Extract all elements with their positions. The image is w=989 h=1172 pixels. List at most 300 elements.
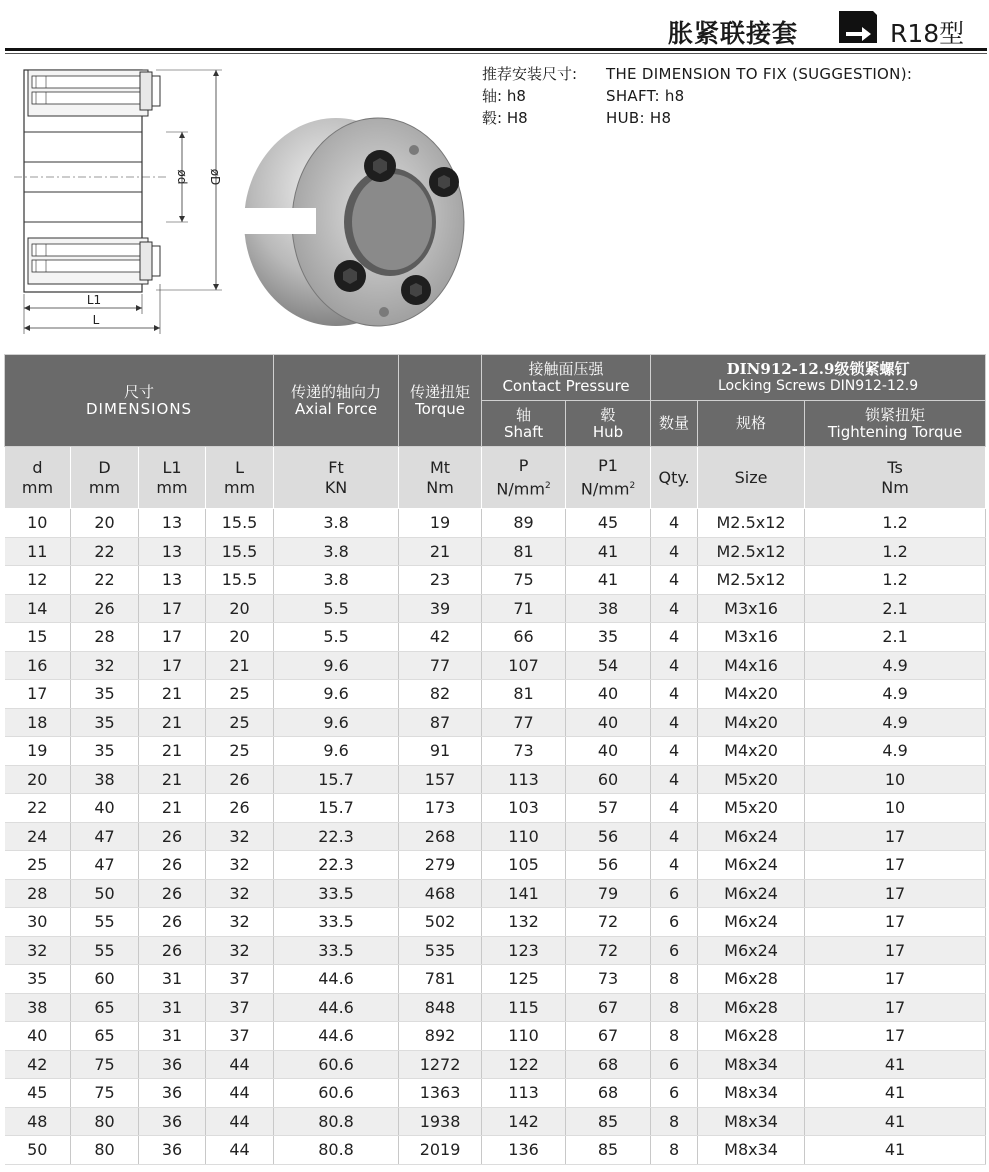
cell-P1: 56 — [566, 851, 651, 880]
cell-qty: 4 — [651, 623, 698, 652]
cell-Ft: 3.8 — [274, 537, 399, 566]
table-row — [5, 993, 986, 1022]
cell-Mt: 1363 — [399, 1079, 482, 1108]
cell-P1: 72 — [566, 936, 651, 965]
cell-L1: 17 — [139, 623, 206, 652]
cell-L1: 13 — [139, 566, 206, 595]
cell-Ft: 9.6 — [274, 651, 399, 680]
cell-P1: 57 — [566, 794, 651, 823]
subheader-L1: L1 mm — [139, 447, 206, 509]
cell-Ft: 60.6 — [274, 1050, 399, 1079]
table-body — [5, 509, 986, 1165]
cell-L: 15.5 — [206, 537, 274, 566]
cell-D: 47 — [71, 822, 139, 851]
cell-size: M6x28 — [698, 965, 805, 994]
cell-Mt: 468 — [399, 879, 482, 908]
cell-L1: 21 — [139, 708, 206, 737]
table-row — [5, 708, 986, 737]
cell-D: 80 — [71, 1107, 139, 1136]
cell-qty: 6 — [651, 1079, 698, 1108]
page-header — [0, 0, 989, 56]
table-row — [5, 1050, 986, 1079]
table-row — [5, 737, 986, 766]
cell-Mt: 279 — [399, 851, 482, 880]
cell-D: 35 — [71, 708, 139, 737]
cell-P: 77 — [482, 708, 566, 737]
cell-D: 38 — [71, 765, 139, 794]
cell-size: M6x28 — [698, 1022, 805, 1051]
cell-L1: 36 — [139, 1107, 206, 1136]
cell-P1: 40 — [566, 680, 651, 709]
cell-P: 81 — [482, 537, 566, 566]
product-photo — [238, 104, 470, 340]
model-label: R18型 — [890, 19, 965, 48]
cell-Ft: 22.3 — [274, 851, 399, 880]
cell-P1: 68 — [566, 1079, 651, 1108]
header-divider — [5, 48, 987, 51]
cell-L1: 17 — [139, 651, 206, 680]
cell-Ts: 41 — [805, 1050, 986, 1079]
cell-P: 122 — [482, 1050, 566, 1079]
cell-P: 113 — [482, 765, 566, 794]
cell-L: 25 — [206, 708, 274, 737]
cell-Ts: 17 — [805, 908, 986, 937]
cell-size: M6x24 — [698, 822, 805, 851]
table-row — [5, 1079, 986, 1108]
cell-Mt: 82 — [399, 680, 482, 709]
header-tightening-torque: 锁紧扭矩 Tightening Torque — [805, 401, 986, 447]
cell-size: M6x24 — [698, 879, 805, 908]
cell-d: 40 — [5, 1022, 71, 1051]
cell-P: 89 — [482, 509, 566, 538]
cell-Ts: 1.2 — [805, 509, 986, 538]
table-row — [5, 537, 986, 566]
cell-qty: 4 — [651, 851, 698, 880]
cell-P: 141 — [482, 879, 566, 908]
cell-Ts: 1.2 — [805, 537, 986, 566]
cell-Ft: 15.7 — [274, 765, 399, 794]
cell-Ft: 44.6 — [274, 965, 399, 994]
cell-size: M4x20 — [698, 737, 805, 766]
cell-Ts: 17 — [805, 993, 986, 1022]
arrow-right-doc-icon — [838, 10, 878, 44]
cell-d: 48 — [5, 1107, 71, 1136]
cell-L: 26 — [206, 794, 274, 823]
cell-Ts: 17 — [805, 1022, 986, 1051]
cell-Ft: 3.8 — [274, 509, 399, 538]
table-row — [5, 1136, 986, 1165]
header-shaft: 轴 Shaft — [482, 401, 566, 447]
cell-L: 15.5 — [206, 566, 274, 595]
cell-Ft: 33.5 — [274, 908, 399, 937]
cell-Ts: 17 — [805, 936, 986, 965]
cell-size: M6x24 — [698, 908, 805, 937]
cross-section-drawing — [6, 62, 236, 347]
cell-L1: 26 — [139, 851, 206, 880]
table-row — [5, 908, 986, 937]
cell-size: M6x24 — [698, 851, 805, 880]
cell-P1: 79 — [566, 879, 651, 908]
table-row — [5, 851, 986, 880]
cell-Ft: 33.5 — [274, 879, 399, 908]
cell-P1: 85 — [566, 1107, 651, 1136]
cell-L: 44 — [206, 1079, 274, 1108]
cell-D: 50 — [71, 879, 139, 908]
cell-D: 35 — [71, 737, 139, 766]
fit-note-title-en: THE DIMENSION TO FIX (SUGGESTION): — [606, 65, 913, 83]
cell-qty: 4 — [651, 680, 698, 709]
cell-P1: 73 — [566, 965, 651, 994]
cell-Ts: 41 — [805, 1107, 986, 1136]
cell-P: 105 — [482, 851, 566, 880]
cell-d: 11 — [5, 537, 71, 566]
cell-Ft: 5.5 — [274, 623, 399, 652]
header-axial-force: 传递的轴向力 Axial Force — [274, 355, 399, 447]
cell-d: 28 — [5, 879, 71, 908]
cell-d: 22 — [5, 794, 71, 823]
cell-Ft: 44.6 — [274, 1022, 399, 1051]
cell-qty: 4 — [651, 537, 698, 566]
cell-L1: 26 — [139, 908, 206, 937]
cell-P: 107 — [482, 651, 566, 680]
cell-size: M8x34 — [698, 1050, 805, 1079]
cell-D: 35 — [71, 680, 139, 709]
table-row — [5, 1107, 986, 1136]
cell-Ft: 60.6 — [274, 1079, 399, 1108]
fit-note-shaft-cn: 轴: h8 — [482, 87, 526, 105]
subheader-Ts: Ts Nm — [805, 447, 986, 509]
cell-Ft: 15.7 — [274, 794, 399, 823]
cell-D: 55 — [71, 908, 139, 937]
cell-L1: 21 — [139, 737, 206, 766]
cell-P: 73 — [482, 737, 566, 766]
cell-L: 15.5 — [206, 509, 274, 538]
table-row — [5, 822, 986, 851]
cell-L1: 31 — [139, 965, 206, 994]
cell-P1: 54 — [566, 651, 651, 680]
cell-P1: 72 — [566, 908, 651, 937]
cell-P1: 45 — [566, 509, 651, 538]
cell-L: 26 — [206, 765, 274, 794]
cell-P: 66 — [482, 623, 566, 652]
cell-Ft: 33.5 — [274, 936, 399, 965]
cell-Mt: 77 — [399, 651, 482, 680]
cell-P: 125 — [482, 965, 566, 994]
cell-Ts: 10 — [805, 765, 986, 794]
page-title: 胀紧联接套 — [668, 19, 799, 48]
cell-Ts: 10 — [805, 794, 986, 823]
cell-d: 14 — [5, 594, 71, 623]
table-row — [5, 509, 986, 538]
cell-size: M2.5x12 — [698, 566, 805, 595]
cell-P: 136 — [482, 1136, 566, 1165]
cell-Ft: 5.5 — [274, 594, 399, 623]
cell-P: 110 — [482, 1022, 566, 1051]
fit-note-title-cn: 推荐安装尺寸: — [482, 65, 578, 83]
cell-d: 18 — [5, 708, 71, 737]
table-row — [5, 794, 986, 823]
cell-qty: 6 — [651, 1050, 698, 1079]
cell-size: M3x16 — [698, 594, 805, 623]
cell-qty: 8 — [651, 993, 698, 1022]
cell-Ts: 4.9 — [805, 651, 986, 680]
cell-D: 75 — [71, 1079, 139, 1108]
cell-P: 81 — [482, 680, 566, 709]
cell-Mt: 781 — [399, 965, 482, 994]
table-row — [5, 936, 986, 965]
cell-Ts: 1.2 — [805, 566, 986, 595]
specification-table — [4, 354, 986, 1165]
cell-size: M5x20 — [698, 794, 805, 823]
cell-L1: 26 — [139, 936, 206, 965]
cell-d: 25 — [5, 851, 71, 880]
header-contact-pressure: 接触面压强 Contact Pressure — [482, 355, 651, 401]
header-hub: 毂 Hub — [566, 401, 651, 447]
cell-L1: 36 — [139, 1050, 206, 1079]
cell-P1: 38 — [566, 594, 651, 623]
table-row — [5, 1022, 986, 1051]
cell-Ts: 41 — [805, 1079, 986, 1108]
cell-size: M4x20 — [698, 708, 805, 737]
cell-P1: 68 — [566, 1050, 651, 1079]
cell-P: 103 — [482, 794, 566, 823]
cell-D: 65 — [71, 1022, 139, 1051]
cell-size: M6x24 — [698, 936, 805, 965]
cell-Ts: 4.9 — [805, 737, 986, 766]
cell-P1: 40 — [566, 708, 651, 737]
cell-L: 32 — [206, 822, 274, 851]
cell-D: 32 — [71, 651, 139, 680]
cell-qty: 4 — [651, 651, 698, 680]
cell-D: 28 — [71, 623, 139, 652]
cell-L: 44 — [206, 1136, 274, 1165]
cell-qty: 4 — [651, 794, 698, 823]
cell-d: 19 — [5, 737, 71, 766]
cell-Mt: 268 — [399, 822, 482, 851]
cell-P1: 41 — [566, 537, 651, 566]
cell-size: M3x16 — [698, 623, 805, 652]
cell-P: 71 — [482, 594, 566, 623]
cell-Mt: 848 — [399, 993, 482, 1022]
cell-D: 60 — [71, 965, 139, 994]
cell-qty: 8 — [651, 1022, 698, 1051]
cell-Mt: 42 — [399, 623, 482, 652]
fit-note-hub-en: HUB: H8 — [606, 109, 672, 127]
cell-L: 32 — [206, 908, 274, 937]
cell-L: 32 — [206, 936, 274, 965]
cell-P1: 60 — [566, 765, 651, 794]
cell-P: 132 — [482, 908, 566, 937]
cell-D: 47 — [71, 851, 139, 880]
cell-P: 113 — [482, 1079, 566, 1108]
cell-L1: 17 — [139, 594, 206, 623]
cell-L: 25 — [206, 737, 274, 766]
cell-P: 115 — [482, 993, 566, 1022]
cell-size: M4x16 — [698, 651, 805, 680]
cell-Ts: 17 — [805, 822, 986, 851]
cell-L1: 21 — [139, 765, 206, 794]
header-qty: 数量 — [651, 401, 698, 447]
cell-qty: 6 — [651, 936, 698, 965]
cell-L: 44 — [206, 1107, 274, 1136]
cell-D: 20 — [71, 509, 139, 538]
cell-Ft: 80.8 — [274, 1136, 399, 1165]
cell-L: 20 — [206, 594, 274, 623]
table-row — [5, 765, 986, 794]
subheader-qty: Qty. — [651, 447, 698, 509]
subheader-D: D mm — [71, 447, 139, 509]
cell-d: 15 — [5, 623, 71, 652]
table-row — [5, 623, 986, 652]
cell-size: M6x28 — [698, 993, 805, 1022]
cell-d: 17 — [5, 680, 71, 709]
cell-qty: 4 — [651, 822, 698, 851]
bore-diameter-label: ød — [175, 169, 189, 185]
cell-d: 32 — [5, 936, 71, 965]
cell-P1: 67 — [566, 993, 651, 1022]
cell-Mt: 39 — [399, 594, 482, 623]
fit-suggestion — [482, 62, 987, 142]
cell-D: 40 — [71, 794, 139, 823]
cell-D: 22 — [71, 566, 139, 595]
length-l1-label: L1 — [86, 293, 102, 307]
subheader-size: Size — [698, 447, 805, 509]
subheader-L: L mm — [206, 447, 274, 509]
header-torque: 传递扭矩 Torque — [399, 355, 482, 447]
cell-L: 37 — [206, 965, 274, 994]
cell-Ts: 41 — [805, 1136, 986, 1165]
subheader-d: d mm — [5, 447, 71, 509]
cell-L: 37 — [206, 1022, 274, 1051]
table-row — [5, 566, 986, 595]
cell-Ft: 9.6 — [274, 737, 399, 766]
cell-P1: 41 — [566, 566, 651, 595]
cell-size: M2.5x12 — [698, 537, 805, 566]
header-dimensions: 尺寸 DIMENSIONS — [5, 355, 274, 447]
cell-Ft: 9.6 — [274, 708, 399, 737]
cell-P: 110 — [482, 822, 566, 851]
cell-qty: 4 — [651, 594, 698, 623]
cell-L1: 31 — [139, 993, 206, 1022]
cell-L1: 13 — [139, 509, 206, 538]
cell-d: 16 — [5, 651, 71, 680]
subheader-Mt: Mt Nm — [399, 447, 482, 509]
table-row — [5, 651, 986, 680]
cell-L: 44 — [206, 1050, 274, 1079]
table-row — [5, 879, 986, 908]
cell-qty: 4 — [651, 509, 698, 538]
cell-qty: 8 — [651, 965, 698, 994]
cell-Ft: 9.6 — [274, 680, 399, 709]
cell-P1: 35 — [566, 623, 651, 652]
cell-L1: 21 — [139, 680, 206, 709]
cell-d: 35 — [5, 965, 71, 994]
cell-d: 45 — [5, 1079, 71, 1108]
cell-L1: 26 — [139, 822, 206, 851]
cell-Mt: 91 — [399, 737, 482, 766]
cell-size: M5x20 — [698, 765, 805, 794]
cell-qty: 4 — [651, 737, 698, 766]
cell-Mt: 23 — [399, 566, 482, 595]
cell-D: 80 — [71, 1136, 139, 1165]
cell-d: 50 — [5, 1136, 71, 1165]
header-locking-screws: DIN912-12.9级锁紧螺钉 Locking Screws DIN912-12.9 — [651, 355, 986, 401]
cell-Mt: 1938 — [399, 1107, 482, 1136]
cell-Mt: 2019 — [399, 1136, 482, 1165]
cell-L: 37 — [206, 993, 274, 1022]
cell-d: 10 — [5, 509, 71, 538]
subheader-P1: P1 $N/mm^2$ — [566, 447, 651, 509]
cell-Ft: 22.3 — [274, 822, 399, 851]
header-divider-thin — [5, 53, 987, 54]
cell-P1: 85 — [566, 1136, 651, 1165]
cell-Ts: 4.9 — [805, 680, 986, 709]
cell-qty: 4 — [651, 708, 698, 737]
cell-d: 12 — [5, 566, 71, 595]
cell-d: 30 — [5, 908, 71, 937]
cell-D: 75 — [71, 1050, 139, 1079]
outer-diameter-label: øD — [208, 168, 222, 186]
cell-Mt: 173 — [399, 794, 482, 823]
length-l-label: L — [92, 313, 100, 327]
cell-Ft: 80.8 — [274, 1107, 399, 1136]
subheader-P: P $N/mm^2$ — [482, 447, 566, 509]
fit-note-shaft-en: SHAFT: h8 — [606, 87, 685, 105]
cell-L: 32 — [206, 879, 274, 908]
cell-qty: 6 — [651, 908, 698, 937]
cell-L1: 36 — [139, 1136, 206, 1165]
cell-qty: 4 — [651, 566, 698, 595]
table-row — [5, 965, 986, 994]
cell-D: 65 — [71, 993, 139, 1022]
cell-L: 32 — [206, 851, 274, 880]
cell-size: M4x20 — [698, 680, 805, 709]
cell-D: 55 — [71, 936, 139, 965]
table-row — [5, 594, 986, 623]
cell-P: 123 — [482, 936, 566, 965]
cell-L: 21 — [206, 651, 274, 680]
cell-Ts: 2.1 — [805, 623, 986, 652]
cell-Mt: 19 — [399, 509, 482, 538]
cell-d: 24 — [5, 822, 71, 851]
cell-P1: 67 — [566, 1022, 651, 1051]
cell-P1: 56 — [566, 822, 651, 851]
cell-Mt: 21 — [399, 537, 482, 566]
cell-L: 25 — [206, 680, 274, 709]
cell-L1: 21 — [139, 794, 206, 823]
cell-d: 20 — [5, 765, 71, 794]
cell-L: 20 — [206, 623, 274, 652]
cell-P: 75 — [482, 566, 566, 595]
header-size: 规格 — [698, 401, 805, 447]
cell-D: 26 — [71, 594, 139, 623]
cell-Mt: 502 — [399, 908, 482, 937]
cell-size: M8x34 — [698, 1136, 805, 1165]
cell-L1: 13 — [139, 537, 206, 566]
cell-qty: 6 — [651, 879, 698, 908]
cell-Mt: 535 — [399, 936, 482, 965]
cell-qty: 4 — [651, 765, 698, 794]
cell-Ts: 17 — [805, 965, 986, 994]
cell-Ft: 3.8 — [274, 566, 399, 595]
fit-note-hub-cn: 毂: H8 — [482, 109, 528, 127]
cell-Mt: 87 — [399, 708, 482, 737]
cell-L1: 26 — [139, 879, 206, 908]
cell-Ft: 44.6 — [274, 993, 399, 1022]
cell-L1: 31 — [139, 1022, 206, 1051]
cell-Ts: 17 — [805, 851, 986, 880]
cell-D: 22 — [71, 537, 139, 566]
